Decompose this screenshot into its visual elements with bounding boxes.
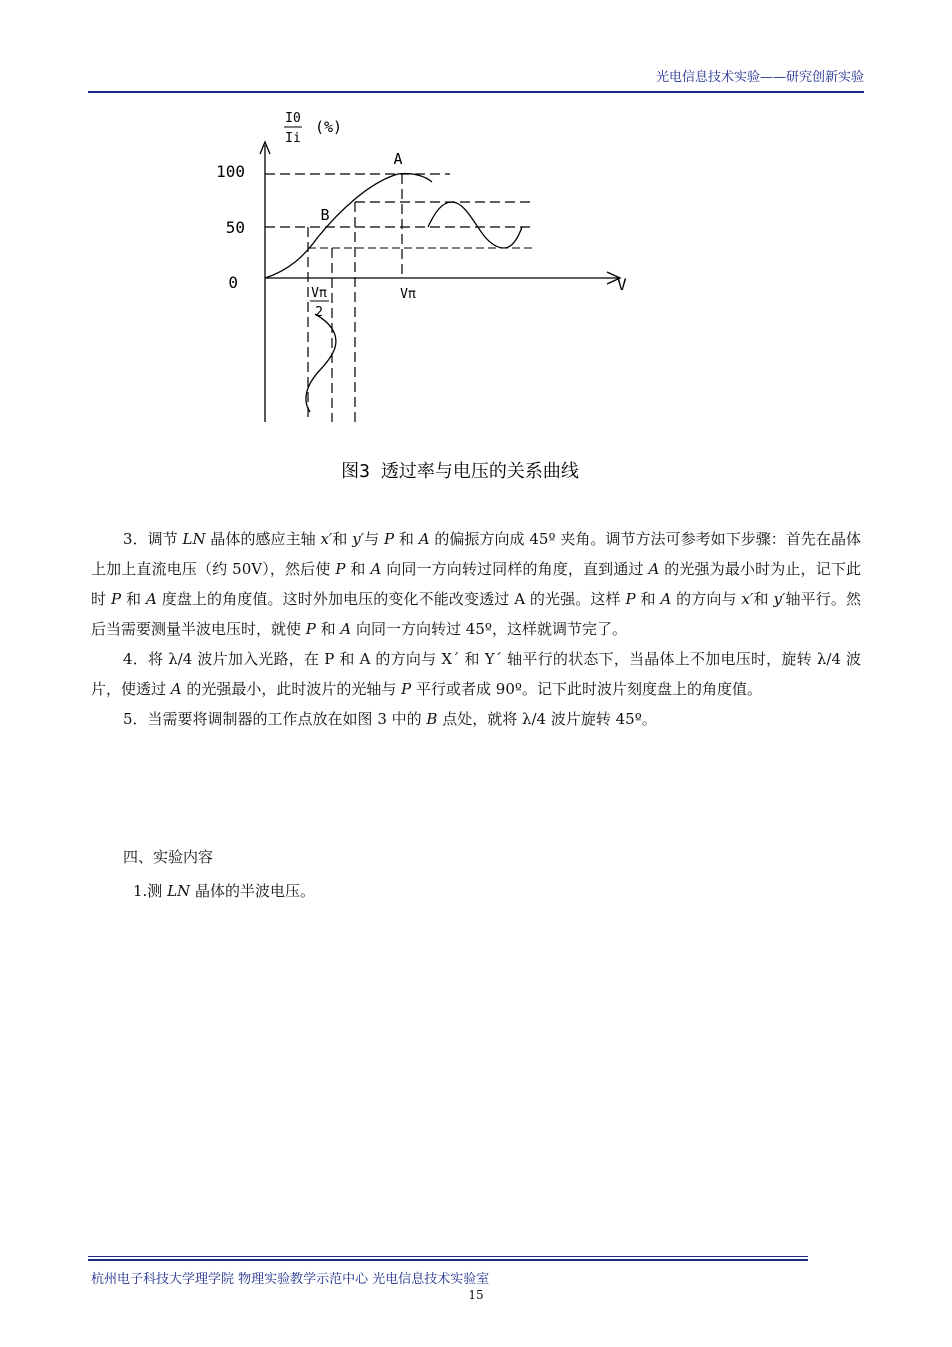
vpi-half-numerator: Vπ bbox=[311, 286, 327, 301]
output-sine bbox=[428, 202, 522, 248]
figure-caption: 图3 透过率与电压的关系曲线 bbox=[341, 461, 579, 482]
x-axis-label: V bbox=[617, 275, 627, 294]
ylabel-numerator: I0 bbox=[285, 111, 301, 126]
sub-item-1: 1.测 LN 晶体的半波电压。 bbox=[133, 882, 315, 900]
step-3-paragraph: 3．调节 LN 晶体的感应主轴 x′和 y′与 P 和 A 的偏振方向成 45º 夹角。调节方法可参考如下步骤：首先在晶体上加上直流电压（约 50V），然后使 P 和 A 向同一方向转过同样的角度，直到通过 A 的光强为最小时为止，记下此时 P 和 A 度盘上的角度值。这时外加电压的变化不能改变透过 A 的光强。这样 P 和 A 的方向与 x′和 y′轴平行。然后当需要测量半波电压时，就使 P 和 A 向同一方向转过 45º，这样就调节完了。 bbox=[91, 530, 861, 638]
step-5-paragraph: 5．当需要将调制器的工作点放在如图 3 中的 B 点处，就将 λ/4 波片旋转 45º。 bbox=[123, 710, 657, 728]
point-a-label: A bbox=[393, 150, 403, 168]
footer-divider-thick bbox=[88, 1259, 808, 1261]
vpi-half-denominator: 2 bbox=[315, 305, 323, 320]
transmission-voltage-diagram bbox=[180, 100, 660, 500]
tick-0: 0 bbox=[228, 273, 238, 292]
step-4-paragraph: 4．将 λ/4 波片加入光路，在 P 和 A 的方向与 X΄ 和 Y΄ 轴平行的状态下，当晶体上不加电压时，旋转 λ/4 波片，使透过 A 的光强最小，此时波片的光轴与 P 平行或者成 90º。记下此时波片刻度盘上的角度值。 bbox=[91, 650, 861, 698]
body-text bbox=[91, 524, 861, 734]
footer-divider-thin bbox=[88, 1256, 808, 1257]
running-header: 光电信息技术实验——研究创新实验 bbox=[655, 70, 864, 85]
tick-100: 100 bbox=[216, 162, 245, 181]
tick-50: 50 bbox=[225, 218, 245, 237]
section-title: 四、实验内容 bbox=[123, 848, 214, 866]
point-b-label: B bbox=[320, 206, 330, 224]
vpi-label: Vπ bbox=[400, 287, 416, 302]
page-number: 15 bbox=[468, 1288, 484, 1302]
transmission-curve bbox=[265, 173, 432, 278]
header-divider bbox=[88, 91, 864, 93]
footer-institution: 杭州电子科技大学理学院 物理实验教学示范中心 光电信息技术实验室 bbox=[91, 1272, 490, 1287]
ylabel-denominator: Ii bbox=[285, 131, 301, 146]
ylabel-unit: (%) bbox=[315, 118, 343, 136]
figure-3 bbox=[180, 100, 660, 500]
